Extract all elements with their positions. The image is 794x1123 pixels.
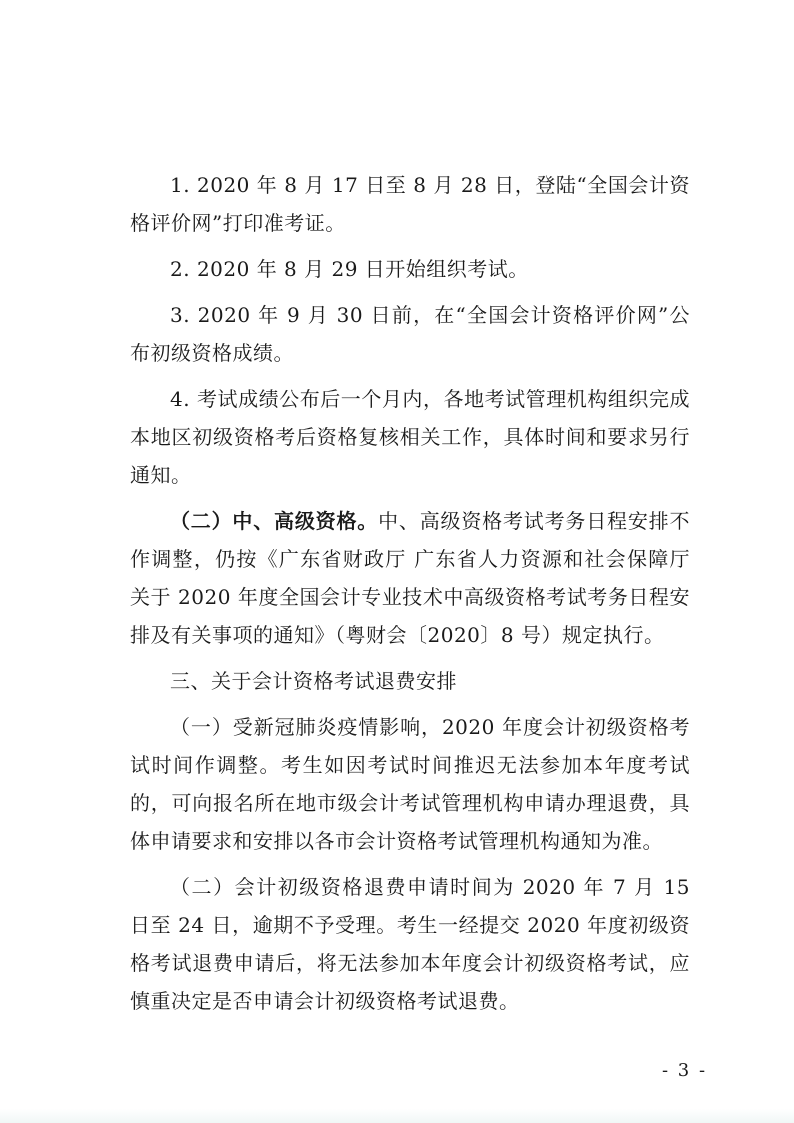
section-bold-lead: （二）中、高级资格。 [170,509,379,533]
section-intermediate-senior [130,502,690,654]
paragraph-item-4: 4. 考试成绩公布后一个月内，各地考试管理机构组织完成本地区初级资格考后资格复核相关工作，具体时间和要求另行通知。 [130,387,690,487]
refund-paragraph-1: （一）受新冠肺炎疫情影响，2020 年度会计初级资格考试时间作调整。考生如因考试时间推迟无法参加本年度考试的，可向报名所在地市级会计考试管理机构申请办理退费，具体申请要求和安排以各市会计资格考试管理机构通知为准。 [130,715,690,853]
paragraph-item-2: 2. 2020 年 8 月 29 日开始组织考试。 [170,257,529,281]
section-text: 中、高级资格考试考务日程安排不作调整，仍按《广东省财政厅 广东省人力资源和社会保障厅关于 2020 年度全国会计专业技术中高级资格考试考务日程安排及有关事项的通知》（粤财会〔2020〕8 号）规定执行。 [130,509,690,647]
page-number: - 3 - [662,1060,708,1081]
paragraph-item-3: 3. 2020 年 9 月 30 日前，在“全国会计资格评价网”公布初级资格成绩。 [130,303,690,365]
section-heading-three: 三、关于会计资格考试退费安排 [170,669,457,693]
document-body [130,166,690,1020]
page-bottom-edge [0,1109,794,1123]
refund-paragraph-2: （二）会计初级资格退费申请时间为 2020 年 7 月 15 日至 24 日，逾期不予受理。考生一经提交 2020 年度初级资格考试退费申请后，将无法参加本年度会计初级资格考试，应慎重决定是否申请会计初级资格考试退费。 [130,875,690,1013]
paragraph-item-1: 1. 2020 年 8 月 17 日至 8 月 28 日，登陆“全国会计资格评价网”打印准考证。 [130,173,690,235]
